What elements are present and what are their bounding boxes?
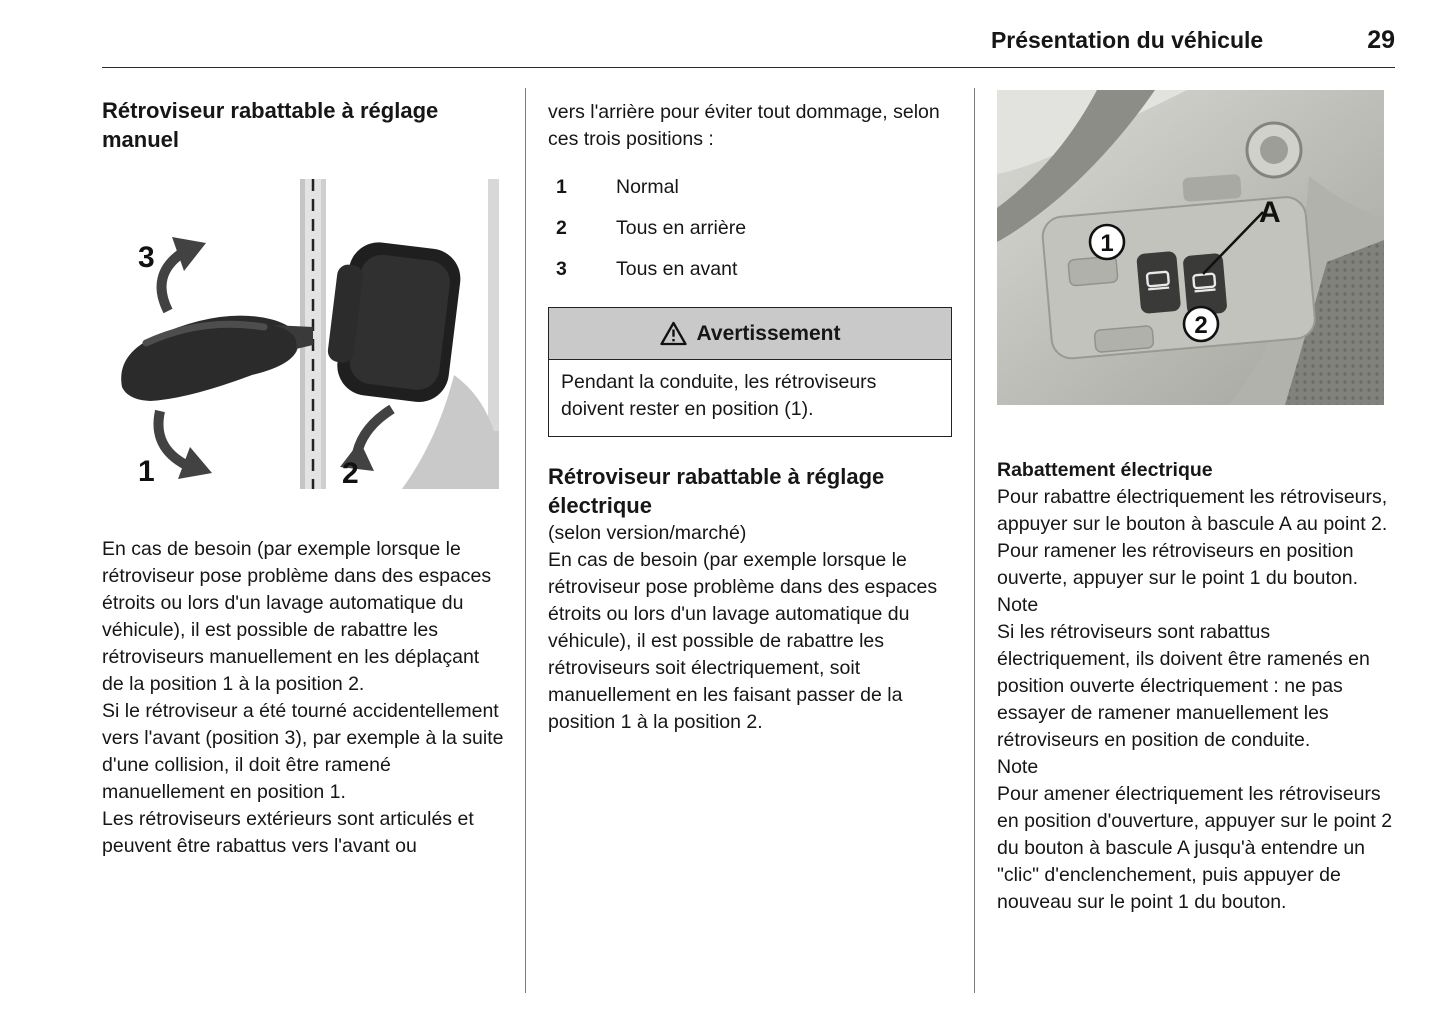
figure-label-3: 3: [138, 241, 155, 274]
warning-header: [549, 308, 951, 360]
position-number: 2: [556, 217, 567, 239]
warning-triangle-icon: [660, 321, 687, 346]
electric-mirror-paragraph: En cas de besoin (par exemple lorsque le rétroviseur pose problème dans des espaces étroits ou lors d'un lavage automatique du véhicule), il est possible de rabattre les rétroviseurs soit électriquement, soit manuellement en les faisant passer de la position 1 à la position 2.: [548, 549, 938, 733]
figure-label-1: 1: [138, 455, 155, 488]
page-number: 29: [1367, 26, 1395, 54]
electric-folding-heading: Rabattement électrique: [997, 459, 1213, 481]
figure-label-A: A: [1259, 196, 1281, 229]
figure-label-1: 1: [1100, 230, 1114, 257]
section-heading-electric-mirror: Rétroviseur rabattable à réglage électrique: [548, 464, 885, 518]
variant-note: (selon version/marché): [548, 522, 747, 544]
figure-label-2: 2: [1194, 312, 1208, 339]
position-label: Normal: [616, 176, 679, 198]
content-columns: [102, 88, 1395, 993]
position-item: [556, 256, 952, 283]
note-label-1: Note: [997, 594, 1039, 616]
column-manual-mirror: [102, 88, 525, 993]
section-heading-manual-mirror: Rétroviseur rabattable à réglage manuel: [102, 98, 439, 152]
manual-mirror-paragraph-2: Si le rétroviseur a été tourné accidentellement vers l'avant (position 3), par exemple à la suite d'une collision, il doit être ramené manuellement en position 1.: [102, 700, 504, 803]
position-item: [556, 174, 952, 201]
mirror-positions-figure: [102, 179, 505, 494]
door-switch-illustration: [997, 90, 1384, 405]
note-paragraph-2: Pour amener électriquement les rétroviseurs en position d'ouverture, appuyer sur le point 2 du bouton à bascule A jusqu'à entendre un "clic" d'enclenchement, puis appuyer de nouveau sur le point 1 du bouton.: [997, 783, 1393, 913]
position-label: Tous en arrière: [616, 217, 747, 239]
note-label-2: Note: [997, 756, 1039, 778]
page-header: [102, 26, 1395, 68]
note-paragraph-1: Si les rétroviseurs sont rabattus électriquement, ils doivent être ramenés en position ouverte électriquement : ne pas essayer de ramener manuellement les rétroviseurs en position de conduite.: [997, 621, 1370, 751]
manual-mirror-paragraph-3: Les rétroviseurs extérieurs sont articulés et peuvent être rabattus vers l'avant ou: [102, 808, 474, 857]
positions-intro: vers l'arrière pour éviter tout dommage, selon ces trois positions :: [548, 101, 940, 150]
warning-title: Avertissement: [696, 321, 841, 345]
positions-list: [556, 174, 952, 283]
position-label: Tous en avant: [616, 258, 738, 280]
warning-body: Pendant la conduite, les rétroviseurs doivent rester en position (1).: [549, 360, 951, 436]
column-positions-warning: [526, 88, 974, 993]
position-number: 1: [556, 176, 567, 198]
chapter-title: Présentation du véhicule: [990, 27, 1264, 53]
warning-box: [548, 307, 952, 437]
position-number: 3: [556, 258, 567, 280]
electric-folding-paragraph: Pour rabattre électriquement les rétroviseurs, appuyer sur le bouton à bascule A au point 2. Pour ramener les rétroviseurs en position ouverte, appuyer sur le point 1 du bouton.: [997, 486, 1388, 589]
mirror-positions-illustration: [102, 179, 499, 489]
column-electric-folding: [975, 88, 1395, 993]
figure-label-2: 2: [342, 457, 359, 489]
manual-mirror-paragraph-1: En cas de besoin (par exemple lorsque le rétroviseur pose problème dans des espaces étroits ou lors d'un lavage automatique du véhicule), il est possible de rabattre les rétroviseurs manuellement en les déplaçant de la position 1 à la position 2.: [102, 538, 492, 695]
position-item: [556, 215, 952, 242]
door-switch-figure: [997, 90, 1395, 410]
